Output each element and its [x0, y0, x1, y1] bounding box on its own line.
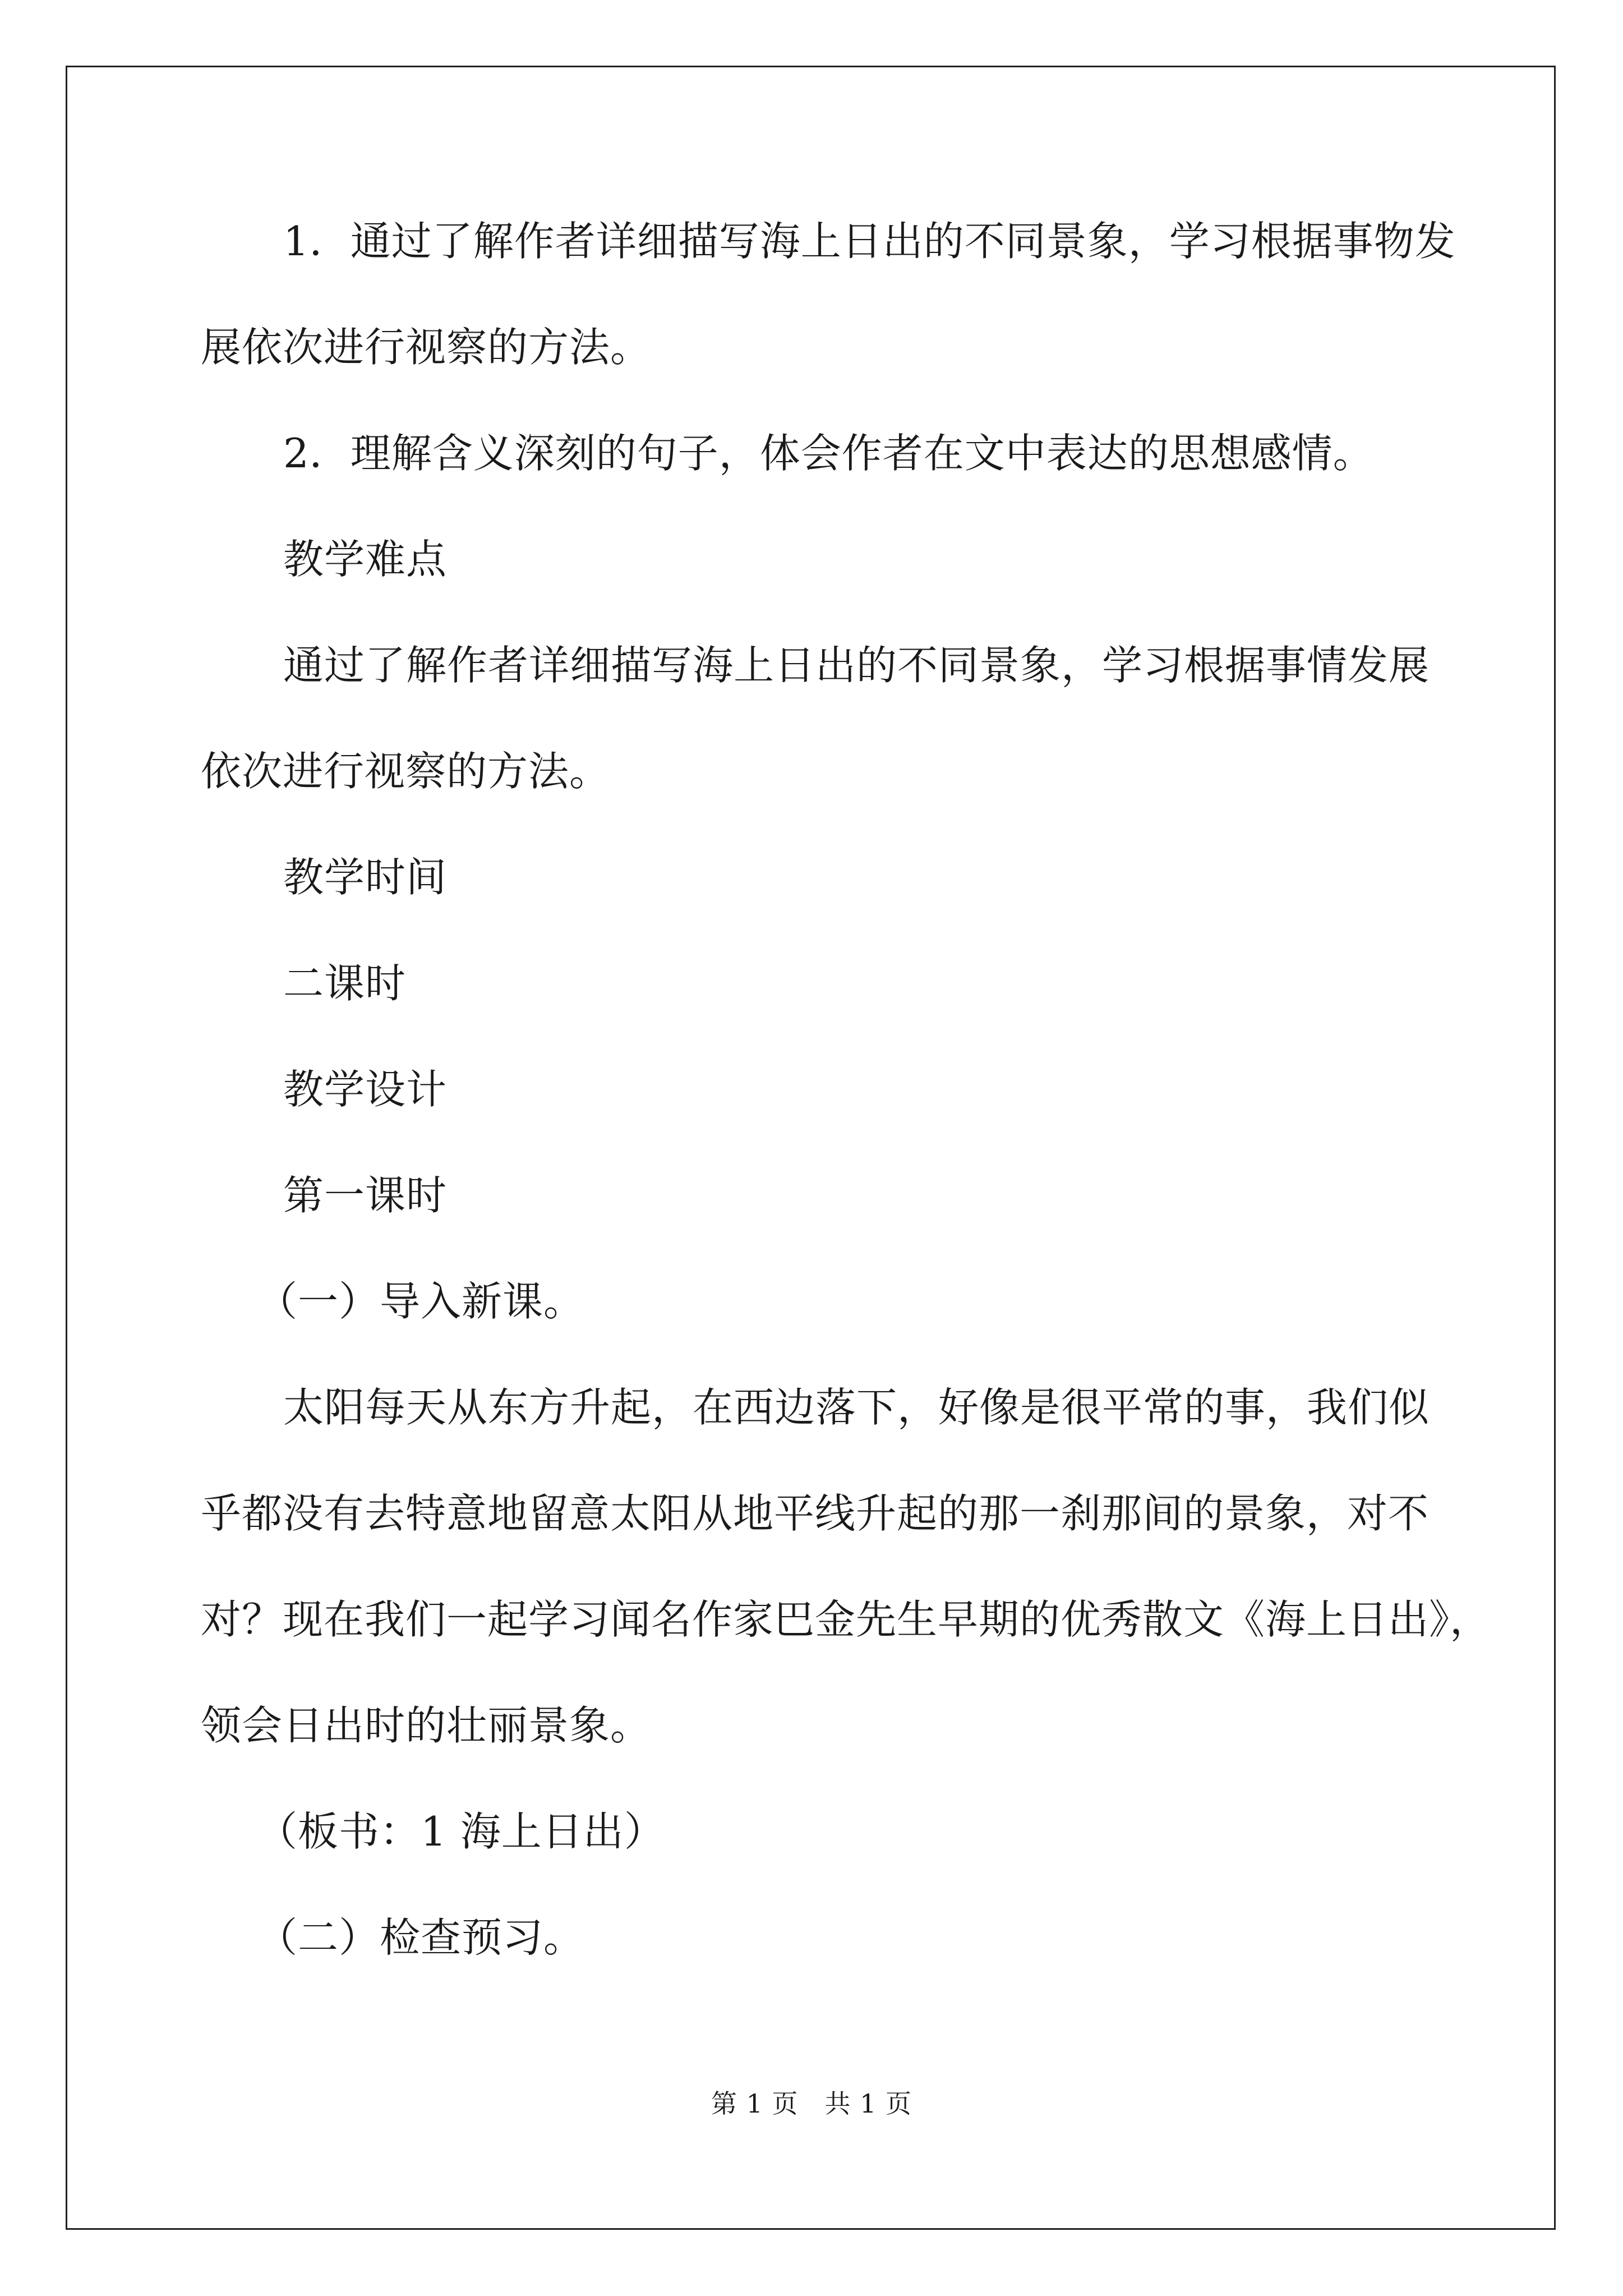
paragraph-objective-1: 1．通过了解作者详细描写海上日出的不同景象，学习根据事物发 — [283, 218, 1456, 265]
paragraph-blackboard-note: （板书：1 海上日出） — [257, 1808, 665, 1855]
heading-first-lesson: 第一课时 — [283, 1172, 448, 1219]
paragraph-intro-3: 对？现在我们一起学习闻名作家巴金先生早期的优秀散文《海上日出》， — [201, 1596, 1491, 1643]
paragraph-class-hours: 二课时 — [283, 960, 407, 1007]
paragraph-difficulty: 通过了解作者详细描写海上日出的不同景象，学习根据事情发展 — [283, 642, 1430, 689]
section-check-preview: （二）检查预习。 — [257, 1914, 585, 1961]
paragraph-intro-1: 太阳每天从东方升起，在西边落下，好像是很平常的事，我们似 — [283, 1384, 1430, 1431]
page-footer: 第 1 页 共 1 页 — [711, 2088, 912, 2119]
heading-teaching-difficulty: 教学难点 — [283, 536, 448, 583]
heading-teaching-design: 教学设计 — [283, 1066, 448, 1113]
paragraph-intro-2: 乎都没有去特意地留意太阳从地平线升起的那一刹那间的景象，对不 — [201, 1490, 1430, 1537]
heading-teaching-time: 教学时间 — [283, 854, 448, 901]
paragraph-intro-4: 领会日出时的壮丽景象。 — [201, 1702, 652, 1749]
paragraph-objective-2: 2．理解含义深刻的句子，体会作者在文中表达的思想感情。 — [283, 430, 1374, 477]
paragraph-objective-1-cont: 展依次进行视察的方法。 — [201, 324, 652, 371]
section-introduction: （一）导入新课。 — [257, 1278, 585, 1325]
paragraph-difficulty-cont: 依次进行视察的方法。 — [201, 748, 611, 795]
page-border — [66, 66, 1556, 2230]
